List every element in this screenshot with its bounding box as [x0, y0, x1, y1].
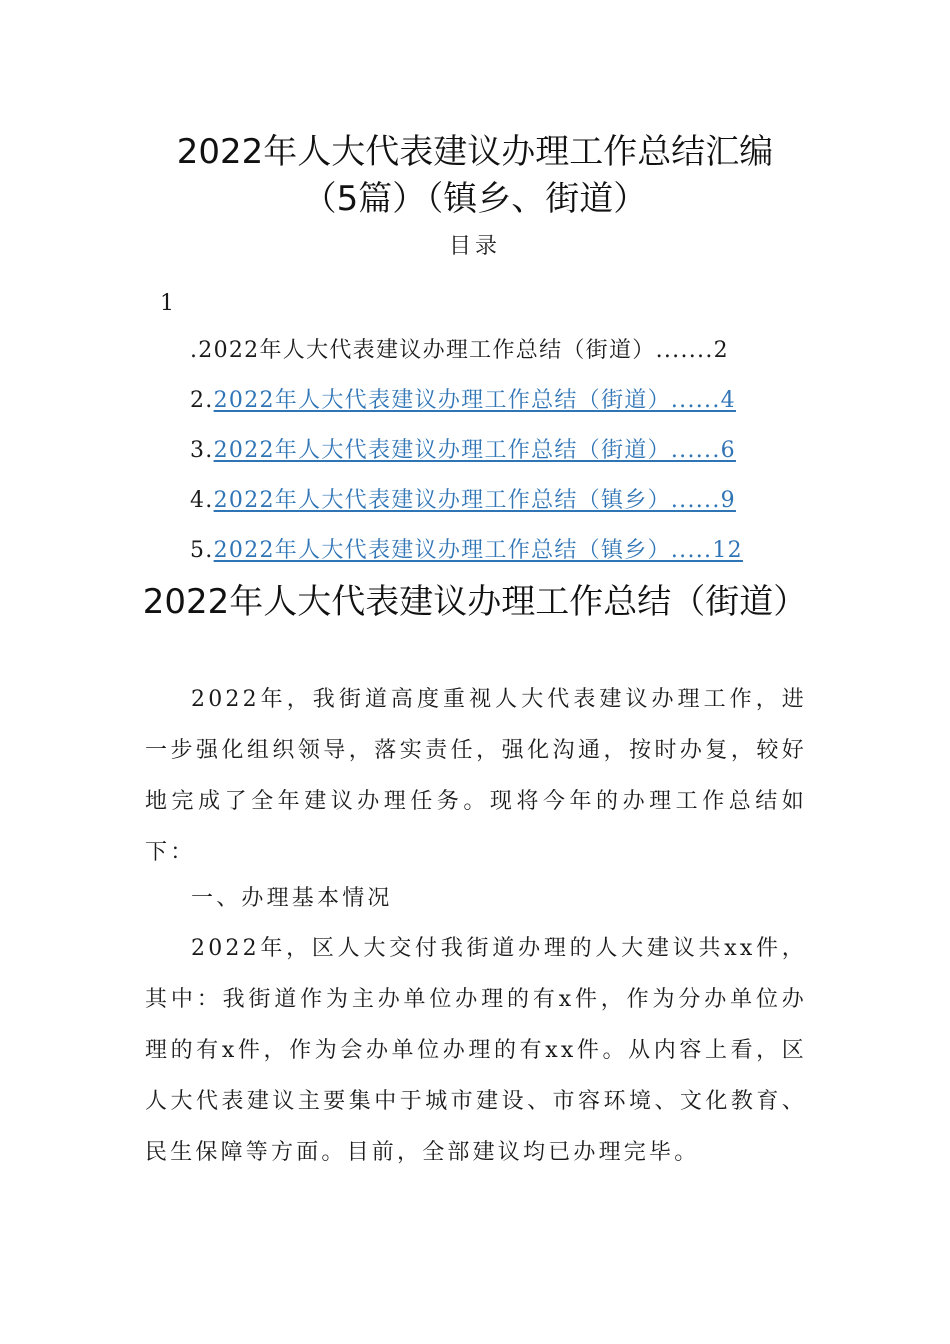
toc-first-number: 1	[160, 291, 174, 316]
toc-link-4[interactable]: 2022年人大代表建议办理工作总结（镇乡）......9	[213, 488, 736, 513]
paragraph-intro: 2022年，我街道高度重视人大代表建议办理工作，进一步强化组织领导，落实责任，强化沟通，按时办复，较好地完成了全年建议办理任务。现将今年的办理工作总结如下：	[145, 687, 807, 865]
document-title: 2022年人大代表建议办理工作总结汇编	[176, 132, 774, 172]
toc-entry-number: 3.	[190, 438, 214, 463]
toc-link-3[interactable]: 2022年人大代表建议办理工作总结（街道）......6	[213, 438, 736, 463]
document-subtitle: （5篇）（镇乡、街道）	[302, 179, 648, 219]
toc-entry-number: 2.	[190, 388, 214, 413]
table-of-contents	[190, 336, 810, 586]
toc-entry-3[interactable]	[190, 436, 810, 486]
toc-entry-2[interactable]	[190, 386, 810, 436]
toc-entry-number: 4.	[190, 488, 214, 513]
toc-entry-1	[190, 336, 810, 386]
toc-heading: 目录	[448, 234, 501, 259]
toc-entry-text: .2022年人大代表建议办理工作总结（街道）.......2	[190, 338, 729, 363]
paragraph-basic-situation: 2022年，区人大交付我街道办理的人大建议共xx件，其中：我街道作为主办单位办理的有x件，作为分办单位办理的有x件，作为会办单位办理的有xx件。从内容上看，区人大代表建议主要集中于城市建设、市容环境、文化教育、民生保障等方面。目前，全部建议均已办理完毕。	[145, 936, 807, 1165]
toc-entry-4[interactable]	[190, 486, 810, 536]
toc-entry-number: 5.	[190, 538, 214, 563]
section-heading-basic-situation: 一、办理基本情况	[191, 886, 393, 911]
toc-link-5[interactable]: 2022年人大代表建议办理工作总结（镇乡）.....12	[213, 538, 743, 563]
section-title: 2022年人大代表建议办理工作总结（街道）	[142, 582, 808, 622]
toc-link-2[interactable]: 2022年人大代表建议办理工作总结（街道）......4	[213, 388, 736, 413]
